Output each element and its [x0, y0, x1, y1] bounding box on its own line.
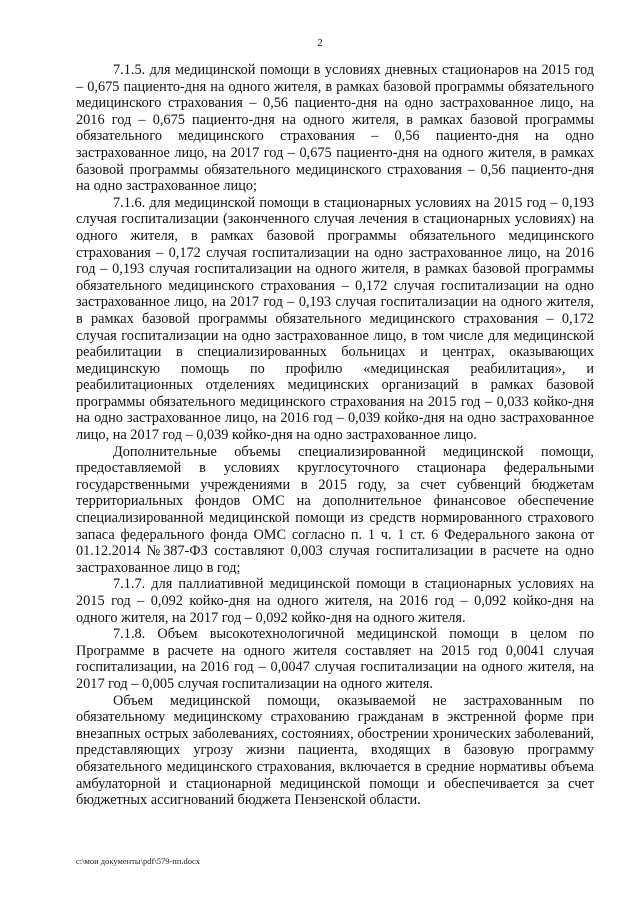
paragraph-7-1-8: 7.1.8. Объем высокотехнологичной медицинской помощи в целом по Программе в расчете на одного жителя составляет на 2015 год 0,0041 случая госпитализации, на 2016 год – 0,0047 случая госпитализации на одного жителя, на 2017 год – 0,005 случая госпитализации на одного жителя. — [76, 626, 594, 692]
paragraph-uninsured-volume: Объем медицинской помощи, оказываемой не застрахованным по обязательному медицинскому страхованию гражданам в экстренной форме при внезапных острых заболеваниях, состояниях, обострении хронических заболеваний, представляющих угрозу жизни пациента, входящих в базовую программу обязательного медицинского страхования, включается в средние нормативы объема амбулаторной и стационарной медицинской помощи и обеспечивается за счет бюджетных ассигнований бюджета Пензенской области. — [76, 692, 594, 809]
paragraph-additional-volumes: Дополнительные объемы специализированной медицинской помощи, предоставляемой в условиях круглосуточного стационара федеральными государственными учреждениями в 2015 году, за счет субвенций бюджетам территориальных фондов ОМС на дополнительное финансовое обеспечение специализированной медицинской помощи из средств нормированного страхового запаса федерального фонда ОМС согласно п. 1 ч. 1 ст. 6 Федерального закона от 01.12.2014 №387-ФЗ составляют 0,003 случая госпитализации в расчете на одно застрахованное лицо в год; — [76, 443, 594, 576]
paragraph-7-1-7: 7.1.7. для паллиативной медицинской помощи в стационарных условиях на 2015 год – 0,092 койко-дня на одного жителя, на 2016 год – 0,092 койко-дня на одного жителя, на 2017 год – 0,092 койко-дня на одного жителя. — [76, 576, 594, 626]
document-body — [76, 62, 594, 809]
paragraph-7-1-6: 7.1.6. для медицинской помощи в стационарных условиях на 2015 год – 0,193 случая госпитализации (законченного случая лечения в стационарных условиях) на одного жителя, в рамках базовой программы обязательного медицинского страхования – 0,172 случая госпитализации на одно застрахованное лицо, на 2016 год – 0,193 случая госпитализации на одного жителя, в рамках базовой программы обязательного медицинского страхования – 0,172 случая госпитализации на одно застрахованное лицо, на 2017 год – 0,193 случая госпитализации на одного жителя, в рамках базовой программы обязательного медицинского страхования – 0,172 случая госпитализации на одно застрахованное лицо, в том числе для медицинской реабилитации в специализированных больницах и центрах, оказывающих медицинскую помощь по профилю «медицинская реабилитация», и реабилитационных отделениях медицинских организаций в рамках базовой программы обязательного медицинского страхования на 2015 год – 0,033 койко-дня на одно застрахованное лицо, на 2016 год – 0,039 койко-дня на одно застрахованное лицо, на 2017 год – 0,039 койко-дня на одно застрахованное лицо. — [76, 194, 594, 444]
paragraph-7-1-5: 7.1.5. для медицинской помощи в условиях дневных стационаров на 2015 год – 0,675 пациенто-дня на одного жителя, в рамках базовой программы обязательного медицинского страхования – 0,56 пациенто-дня на одно застрахованное лицо, на 2016 год – 0,675 пациенто-дня на одного жителя, в рамках базовой программы обязательного медицинского страхования – 0,56 пациенто-дня на одно застрахованное лицо, на 2017 год – 0,675 пациенто-дня на одного жителя, в рамках базовой программы обязательного медицинского страхования – 0,56 пациенто-дня на одно застрахованное лицо; — [76, 62, 594, 195]
footer-file-path: c:\мои документы\pdf\579-пп.docx — [76, 856, 201, 866]
page-number: 2 — [317, 37, 323, 49]
